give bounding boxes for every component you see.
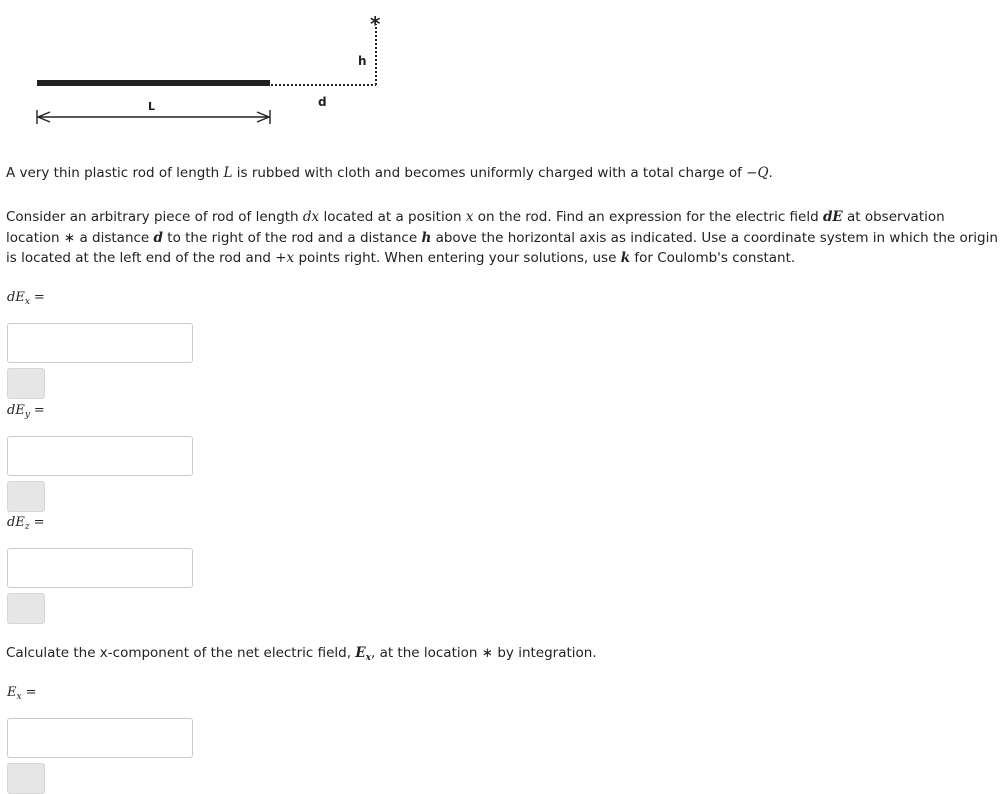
var-charge: −Q xyxy=(746,165,769,181)
Ex-submit-button[interactable] xyxy=(7,763,45,794)
p3-star-symbol: ∗ xyxy=(481,645,494,661)
dEx-label xyxy=(7,290,45,307)
p3-text-c: by integration. xyxy=(493,645,597,661)
dEx-label-main: dE xyxy=(7,290,25,305)
dEz-label xyxy=(7,515,44,532)
p2-text-3c: for Coulomb's constant. xyxy=(630,250,796,266)
intro-text-3: . xyxy=(768,165,773,181)
var-d: d xyxy=(153,230,163,246)
dEx-answer-input[interactable] xyxy=(7,323,193,363)
p2-text-1c: on the rod. Find an expression for the electric field xyxy=(473,209,823,225)
var-x: x xyxy=(465,209,474,225)
p2-text-3b: points right. When entering your solutions, use xyxy=(294,250,621,266)
dEy-equals: = xyxy=(33,403,45,418)
p2-text-1a: Consider an arbitrary piece of rod of length xyxy=(6,209,303,225)
dEx-label-sub: x xyxy=(24,297,30,307)
dEz-answer-input[interactable] xyxy=(7,548,193,588)
dEx-submit-button[interactable] xyxy=(7,368,45,399)
star-symbol: ∗ xyxy=(63,230,76,246)
var-dx: dx xyxy=(302,209,320,225)
dEy-label-main: dE xyxy=(7,403,25,418)
Ex-equals: = xyxy=(25,685,37,700)
var-h: h xyxy=(421,230,432,246)
p2-text-2a: location xyxy=(6,230,64,246)
p3-text-b: , at the location xyxy=(370,645,482,661)
dEy-submit-button[interactable] xyxy=(7,481,45,512)
dEz-label-main: dE xyxy=(7,515,25,530)
dEy-answer-input[interactable] xyxy=(7,436,193,476)
dEx-equals: = xyxy=(33,290,45,305)
instructions-line-3 xyxy=(6,248,795,269)
label-L: L xyxy=(148,100,156,113)
label-d: d xyxy=(318,95,327,109)
p3-text-a: Calculate the x-component of the net electric field, xyxy=(6,645,356,661)
Ex-label-sub: x xyxy=(16,692,22,702)
p2-text-1d: at observation xyxy=(842,209,945,225)
rod-diagram xyxy=(0,0,420,135)
intro-text-1: A very thin plastic rod of length xyxy=(6,165,224,181)
var-dE-vector: dE xyxy=(822,209,843,225)
p2-text-2d: above the horizontal axis as indicated. Use a coordinate system in which the origin xyxy=(431,230,998,246)
var-plus-x: +x xyxy=(275,250,295,266)
integration-prompt xyxy=(6,643,597,669)
instructions-line-2 xyxy=(6,228,998,249)
observation-marker: * xyxy=(370,12,381,36)
p2-text-2b: a distance xyxy=(75,230,154,246)
dEz-equals: = xyxy=(33,515,45,530)
var-Ex-sub: x xyxy=(365,653,371,663)
p2-text-1b: located at a position xyxy=(319,209,466,225)
problem-intro xyxy=(6,163,773,184)
var-Ex: E xyxy=(355,645,366,661)
dEz-submit-button[interactable] xyxy=(7,593,45,624)
p2-text-3a: is located at the left end of the rod and xyxy=(6,250,276,266)
p2-text-2c: to the right of the rod and a distance xyxy=(162,230,422,246)
dEy-label-sub: y xyxy=(24,410,30,420)
Ex-label-main: E xyxy=(7,685,17,700)
Ex-answer-input[interactable] xyxy=(7,718,193,758)
instructions-line-1 xyxy=(6,207,945,228)
dEz-label-sub: z xyxy=(24,522,30,532)
var-k: k xyxy=(620,250,631,266)
intro-text-2: is rubbed with cloth and becomes uniformly charged with a total charge of xyxy=(232,165,747,181)
dEy-label xyxy=(7,403,45,420)
charged-rod xyxy=(37,80,270,86)
Ex-label xyxy=(7,685,36,702)
label-h: h xyxy=(358,54,367,68)
var-L: L xyxy=(223,165,233,181)
